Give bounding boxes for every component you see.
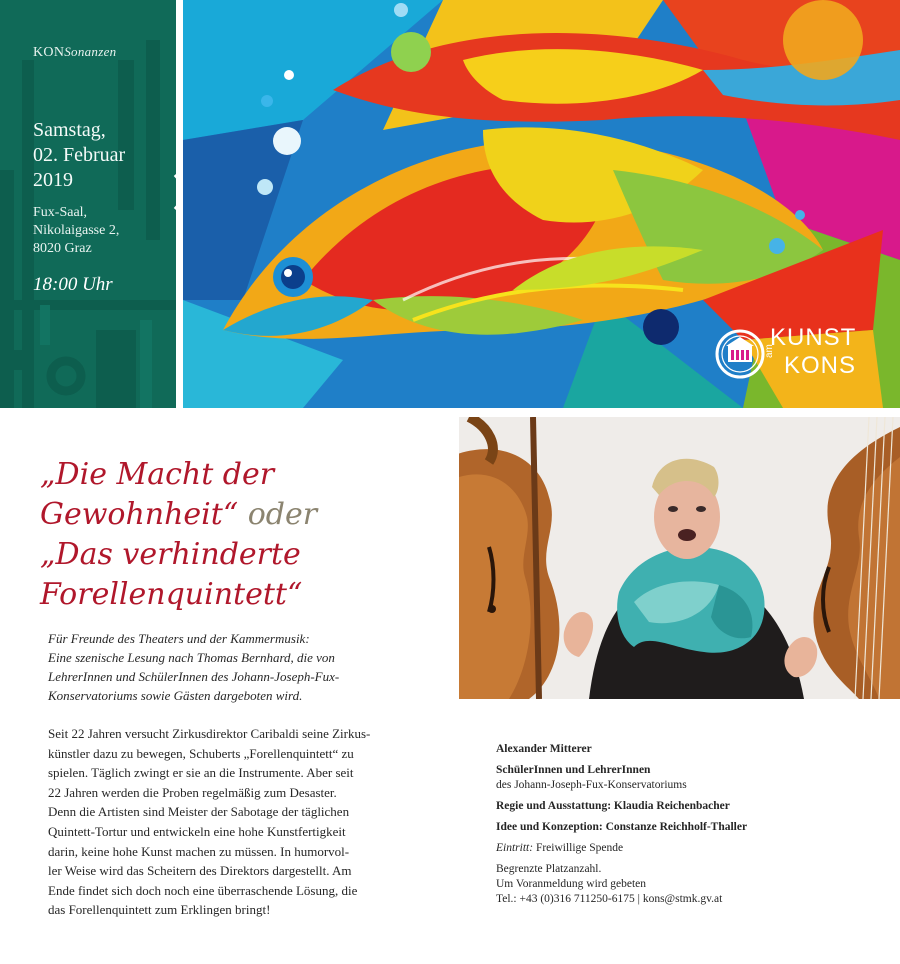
band-divider	[176, 0, 183, 408]
event-time: 18:00 Uhr	[33, 274, 113, 295]
event-day-month: 02. Februar	[33, 144, 126, 166]
kunst-am-kons-logo	[714, 322, 874, 386]
logo-am: am	[764, 344, 775, 358]
event-venue	[33, 204, 173, 258]
performer-photo	[459, 417, 900, 699]
title-line-4: Forellenquintett“	[40, 577, 303, 612]
credit-idee: Idee und Konzeption: Constanze Reichholf-Thaller	[496, 821, 748, 833]
event-title	[40, 455, 450, 615]
description-text	[48, 724, 408, 920]
title-line-3: „Das verhinderte	[40, 537, 301, 572]
logo-kunst: KUNST	[770, 324, 857, 351]
event-year: 2019	[33, 169, 73, 191]
body-line: Seit 22 Jahren versucht Zirkusdirektor Caribaldi seine Zirkus-	[48, 726, 371, 741]
credit-contact: Tel.: +43 (0)316 711250-6175 | kons@stmk.gv.at	[496, 893, 723, 905]
credit-note-2: Um Voranmeldung wird gebeten	[496, 878, 647, 890]
title-oder: oder	[247, 497, 318, 532]
venue-street: Nikolaigasse 2,	[33, 223, 120, 238]
title-line-1: „Die Macht der	[40, 457, 275, 492]
credit-performer: Alexander Mitterer	[496, 743, 592, 755]
body-line: darin, keine hohe Kunst machen zu müssen. In humorvol-	[48, 843, 350, 859]
credit-ensemble: SchülerInnen und LehrerInnen	[496, 764, 651, 776]
body-line: künstler dazu zu bewegen, Schuberts „Forellenquintett“ zu	[48, 745, 354, 761]
body-line: das Forellenquintett zum Erklingen bringt!	[48, 902, 271, 918]
intro-line: Eine szenische Lesung nach Thomas Bernhard, die von	[48, 650, 335, 665]
event-info-sidebar	[0, 0, 176, 408]
intro-line: Konservatoriums sowie Gästen dargeboten wird.	[48, 688, 303, 703]
title-line-2: Gewohnheit“ oder	[40, 497, 318, 532]
intro-line: LehrerInnen und SchülerInnen des Johann-Joseph-Fux-	[48, 669, 340, 684]
body-line: Denn die Artisten sind Meister der Sabotage der täglichen	[48, 804, 350, 820]
event-date	[33, 118, 173, 193]
credit-regie: Regie und Ausstattung: Klaudia Reichenbacher	[496, 800, 730, 812]
credit-eintritt: Eintritt: Freiwillige Spende	[496, 842, 624, 854]
konsonanzen-brand: KONSonanzen	[33, 44, 117, 60]
logo-kons: KONS	[784, 352, 857, 379]
body-line: Ende findet sich doch noch eine überraschende Lösung, die	[48, 882, 358, 898]
intro-text	[48, 629, 408, 705]
credits	[496, 742, 836, 907]
venue-city: 8020 Graz	[33, 241, 92, 256]
body-line: Quintett-Tortur und entwickeln eine hohe Kunstfertigkeit	[48, 823, 346, 839]
body-line: spielen. Täglich zwingt er sie an die Instrumente. Aber seit	[48, 765, 354, 781]
credit-note-1: Begrenzte Platzanzahl.	[496, 863, 602, 875]
intro-line: Für Freunde des Theaters und der Kammermusik:	[48, 631, 310, 646]
venue-name: Fux-Saal,	[33, 205, 88, 220]
credit-ensemble-sub: des Johann-Joseph-Fux-Konservatoriums	[496, 779, 687, 791]
event-weekday: Samstag,	[33, 119, 106, 141]
body-line: 22 Jahren werden die Proben regelmäßig zum Desaster.	[48, 784, 337, 800]
body-line: ler Weise wird das Scheitern des Direktors dargestellt. Am	[48, 863, 352, 879]
